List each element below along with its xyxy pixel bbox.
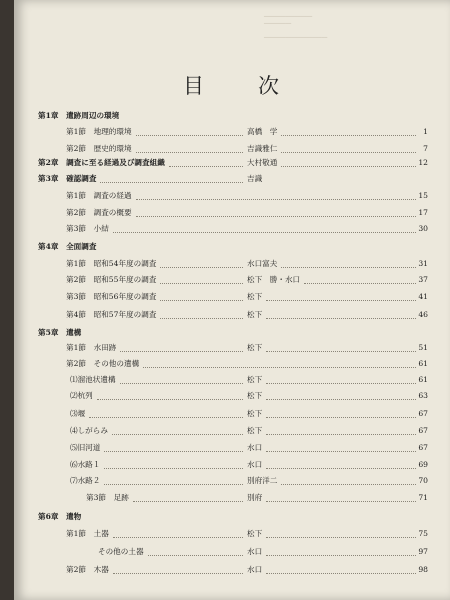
toc-entry bbox=[14, 157, 450, 169]
toc-entry-label: 第3章 確認調査 bbox=[38, 174, 97, 183]
toc-entry-page: 67 bbox=[418, 426, 428, 435]
toc-entry bbox=[14, 564, 450, 576]
toc-entry-label: ⑷しがらみ bbox=[70, 426, 108, 435]
toc-entry-page: 98 bbox=[418, 565, 428, 574]
toc-entry-label: 第3節 足跡 bbox=[86, 493, 129, 502]
toc-entry bbox=[14, 492, 450, 504]
toc-entry bbox=[14, 173, 450, 185]
toc-entry-page: 97 bbox=[418, 547, 428, 556]
leader-dots bbox=[136, 215, 416, 217]
toc-entry-page: 51 bbox=[418, 343, 428, 352]
leader-dots bbox=[281, 266, 416, 268]
toc-entry-label: 第2節 調査の概要 bbox=[66, 208, 132, 217]
toc-entry-label: 第2節 歴史的環境 bbox=[66, 144, 132, 153]
toc-entry-label: 第2章 調査に至る経過及び調査組織 bbox=[38, 158, 165, 167]
leader-dots bbox=[160, 266, 243, 268]
toc-entry-author: 吉識 bbox=[247, 174, 263, 183]
leader-dots bbox=[133, 500, 243, 502]
toc-entry-label: 第5章 遺構 bbox=[38, 328, 82, 337]
toc-entry-author: 松下 bbox=[247, 292, 263, 301]
toc-entry bbox=[14, 207, 450, 219]
toc-entry-author: 松下 bbox=[247, 391, 263, 400]
toc-entry-author: 松下 bbox=[247, 310, 263, 319]
toc-entry-page: 17 bbox=[418, 208, 428, 217]
toc-entry-label: ⑴溜池状遺構 bbox=[70, 375, 116, 384]
leader-dots bbox=[112, 433, 243, 435]
toc-entry bbox=[14, 110, 450, 122]
toc-entry bbox=[14, 258, 450, 270]
leader-dots bbox=[104, 483, 243, 485]
toc-entry bbox=[14, 425, 450, 437]
leader-dots bbox=[113, 572, 243, 574]
toc-entry bbox=[14, 390, 450, 402]
toc-entry bbox=[14, 342, 450, 354]
toc-entry-page: 61 bbox=[418, 375, 428, 384]
toc-entry-author: 松下 bbox=[247, 375, 263, 384]
toc-entry-label: 第2節 昭和55年度の調査 bbox=[66, 275, 157, 284]
table-of-contents bbox=[14, 0, 450, 600]
leader-dots bbox=[281, 483, 416, 485]
toc-entry bbox=[14, 190, 450, 202]
title-char: 目 bbox=[183, 74, 206, 98]
toc-entry bbox=[14, 511, 450, 523]
toc-entry bbox=[14, 274, 450, 286]
toc-entry-page: 75 bbox=[418, 529, 428, 538]
bleed-through-text: ━━━━━━━━━━━━━━━━ ━━━━━━━━━ ━━━━━━━━━━━━━━━━━━━━━ bbox=[264, 14, 328, 41]
toc-entry-author: 水口 bbox=[247, 547, 263, 556]
toc-entry-author: 水口 bbox=[247, 460, 263, 469]
toc-entry bbox=[14, 291, 450, 303]
leader-dots bbox=[281, 151, 416, 153]
toc-entry-author: 吉識雅仁 bbox=[247, 144, 278, 153]
toc-entry-page: 31 bbox=[418, 259, 428, 268]
toc-entry-page: 12 bbox=[418, 158, 428, 167]
leader-dots bbox=[120, 350, 243, 352]
leader-dots bbox=[266, 572, 416, 574]
toc-entry-label: 第4節 昭和57年度の調査 bbox=[66, 310, 157, 319]
toc-entry-page: 71 bbox=[418, 493, 428, 502]
toc-entry-author: 高橋 学 bbox=[247, 127, 278, 136]
toc-entry bbox=[14, 374, 450, 386]
leader-dots bbox=[266, 433, 416, 435]
leader-dots bbox=[266, 554, 416, 556]
leader-dots bbox=[113, 231, 416, 233]
toc-entry bbox=[14, 327, 450, 339]
toc-entry-page: 1 bbox=[423, 127, 428, 136]
toc-entry-page: 7 bbox=[423, 144, 428, 153]
title-char: 次 bbox=[258, 74, 281, 98]
leader-dots bbox=[266, 317, 416, 319]
toc-entry-author: 松下 bbox=[247, 409, 263, 418]
toc-entry-author: 別府洋二 bbox=[247, 476, 278, 485]
toc-entry-page: 63 bbox=[418, 391, 428, 400]
toc-entry-author: 松下 bbox=[247, 343, 263, 352]
leader-dots bbox=[266, 467, 416, 469]
toc-entry-label: その他の土器 bbox=[98, 547, 144, 556]
leader-dots bbox=[281, 134, 416, 136]
toc-entry-author: 大村敬通 bbox=[247, 158, 278, 167]
toc-entry-label: 第6章 遺物 bbox=[38, 512, 82, 521]
toc-entry-author: 水口富夫 bbox=[247, 259, 278, 268]
leader-dots bbox=[266, 398, 416, 400]
toc-entry bbox=[14, 241, 450, 253]
toc-entry-author: 松下 勝・水口 bbox=[247, 275, 301, 284]
leader-dots bbox=[160, 317, 243, 319]
toc-entry bbox=[14, 459, 450, 471]
toc-entry-label: 第3節 昭和56年度の調査 bbox=[66, 292, 157, 301]
toc-entry bbox=[14, 408, 450, 420]
leader-dots bbox=[281, 165, 416, 167]
toc-entry-page: 61 bbox=[418, 359, 428, 368]
leader-dots bbox=[266, 500, 416, 502]
toc-entry-page: 46 bbox=[418, 310, 428, 319]
toc-entry bbox=[14, 528, 450, 540]
toc-entry-label: 第1節 地理的環境 bbox=[66, 127, 132, 136]
toc-entry-label: 第2節 その他の遺構 bbox=[66, 359, 140, 368]
toc-entry-author: 松下 bbox=[247, 426, 263, 435]
toc-entry-label: 第3節 小結 bbox=[66, 224, 109, 233]
toc-entry-label: ⑺水路２ bbox=[70, 476, 101, 485]
leader-dots bbox=[136, 198, 416, 200]
toc-entry-label: 第1章 遺跡周辺の環境 bbox=[38, 111, 120, 120]
toc-entry-label: ⑶堰 bbox=[70, 409, 86, 418]
leader-dots bbox=[113, 536, 243, 538]
toc-entry-page: 30 bbox=[418, 224, 428, 233]
leader-dots bbox=[160, 282, 243, 284]
toc-entry-author: 別府 bbox=[247, 493, 263, 502]
leader-dots bbox=[97, 398, 243, 400]
toc-entry-author: 松下 bbox=[247, 529, 263, 538]
leader-dots bbox=[100, 181, 243, 183]
toc-entry-page: 69 bbox=[418, 460, 428, 469]
leader-dots bbox=[136, 134, 243, 136]
leader-dots bbox=[266, 416, 416, 418]
toc-entry-label: 第4章 全面調査 bbox=[38, 242, 97, 251]
leader-dots bbox=[148, 554, 243, 556]
toc-entry-page: 15 bbox=[418, 191, 428, 200]
toc-entry bbox=[14, 223, 450, 235]
leader-dots bbox=[104, 450, 243, 452]
toc-entry-page: 41 bbox=[418, 292, 428, 301]
leader-dots bbox=[266, 382, 416, 384]
leader-dots bbox=[136, 151, 243, 153]
toc-entry-page: 70 bbox=[418, 476, 428, 485]
leader-dots bbox=[266, 450, 416, 452]
toc-entry-page: 37 bbox=[418, 275, 428, 284]
toc-entry bbox=[14, 143, 450, 155]
toc-entry-label: 第1節 水田跡 bbox=[66, 343, 117, 352]
leader-dots bbox=[160, 299, 243, 301]
book-page bbox=[14, 0, 450, 600]
toc-entry bbox=[14, 546, 450, 558]
toc-entry-label: 第1節 昭和54年度の調査 bbox=[66, 259, 157, 268]
toc-entry-label: 第1節 土器 bbox=[66, 529, 109, 538]
leader-dots bbox=[120, 382, 243, 384]
toc-entry bbox=[14, 309, 450, 321]
toc-entry-page: 67 bbox=[418, 443, 428, 452]
leader-dots bbox=[266, 536, 416, 538]
leader-dots bbox=[266, 299, 416, 301]
toc-entry-label: ⑸旧河道 bbox=[70, 443, 101, 452]
leader-dots bbox=[143, 366, 416, 368]
leader-dots bbox=[169, 165, 243, 167]
toc-entry bbox=[14, 475, 450, 487]
toc-entry-label: 第1節 調査の経過 bbox=[66, 191, 132, 200]
toc-entry-label: 第2節 木器 bbox=[66, 565, 109, 574]
leader-dots bbox=[89, 416, 243, 418]
toc-entry bbox=[14, 442, 450, 454]
toc-entry-author: 水口 bbox=[247, 443, 263, 452]
leader-dots bbox=[104, 467, 243, 469]
toc-entry-label: ⑹水路１ bbox=[70, 460, 101, 469]
toc-entry-label: ⑵杭列 bbox=[70, 391, 93, 400]
toc-entry-page: 67 bbox=[418, 409, 428, 418]
leader-dots bbox=[304, 282, 416, 284]
toc-entry bbox=[14, 126, 450, 138]
toc-entry bbox=[14, 358, 450, 370]
toc-entry-author: 水口 bbox=[247, 565, 263, 574]
leader-dots bbox=[266, 350, 416, 352]
